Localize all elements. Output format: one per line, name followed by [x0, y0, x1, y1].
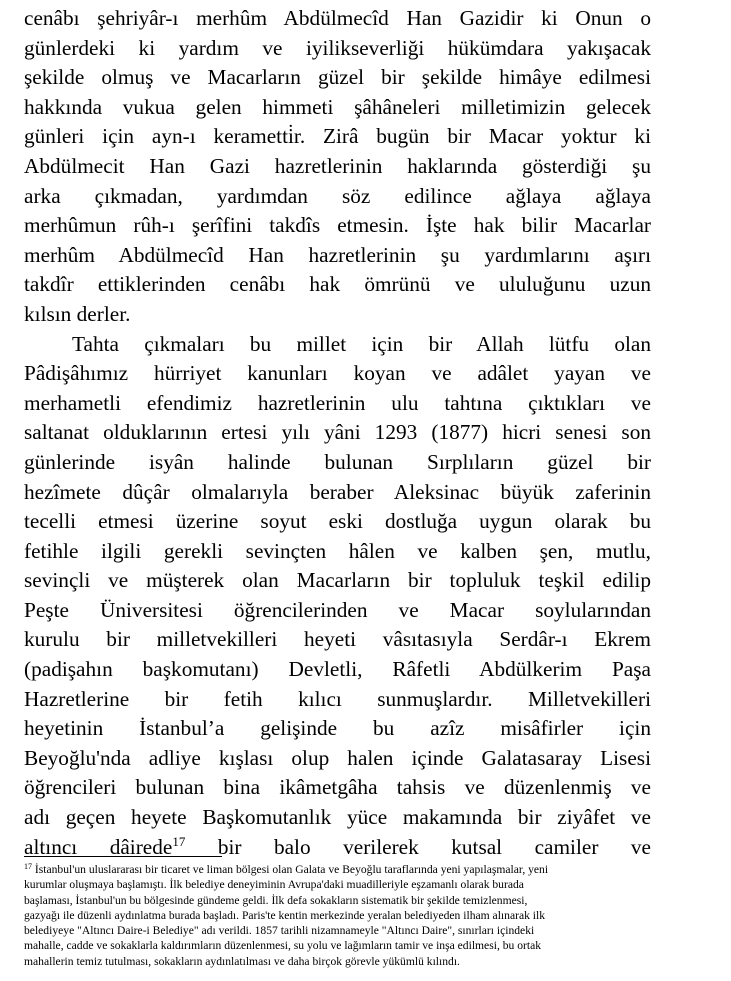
- text-segment: altıncı dâirede: [24, 834, 173, 859]
- text-line: hakkında vukua gelen himmeti şâhâneleri milletimizin gelecek: [24, 94, 651, 119]
- text-line: Hazretlerine bir fetih kılıcı sunmuşlardır. Milletvekilleri: [24, 686, 651, 711]
- text-line: günlerdeki ki yardım ve iyilikseverliği hükümdara yakışacak: [24, 35, 651, 60]
- text-line: tecelli etmesi üzerine soyut eski dostluğa uygun olarak bu: [24, 509, 651, 534]
- footnote-line: mahalle, cadde ve sokaklarla kaldırımların düzenlenmesi, su yolu ve lağımların tamir ve inşa edilmesi, bu ortak: [24, 939, 542, 953]
- text-line: Abdülmecit Han Gazi hazretlerinin haklarında gösterdiği şu: [24, 153, 651, 178]
- footnote-line: belediyeye "Altıncı Daire-i Belediye" adı verildi. 1857 tarihli nizamnameyle "Altıncı Daire", sınırları içindeki: [24, 924, 535, 938]
- text-line: fetihle ilgili gerekli sevinçten hâlen ve kalben şen, mutlu,: [24, 538, 651, 563]
- text-line: arka çıkmadan, yardımdan söz edilince ağlaya ağlaya: [24, 183, 651, 208]
- text-line: adı geçen heyete Başkomutanlık yüce makamında bir ziyâfet ve: [24, 805, 651, 830]
- footnote-line: mahallerin temiz tutulması, sokakların aydınlatılması ve daha birçok görevle yükümlü kılındı.: [24, 954, 460, 968]
- text-line-with-footnote-ref: [24, 833, 651, 863]
- text-line: takdîr ettiklerinden cenâbı hak ömrünü ve ululuğunu uzun: [24, 272, 651, 297]
- text-line: günleri için ayn-ı kerametti̇r. Zirâ bugün bir Macar yoktur ki: [24, 124, 651, 149]
- text-segment: bir balo verilerek kutsal camiler ve: [185, 834, 651, 859]
- text-line: Tahta çıkmaları bu millet için bir Allah lütfu olan: [72, 331, 651, 356]
- text-line: öğrencileri bulunan bina ikâmetgâha tahsis ve düzenlenmiş ve: [24, 775, 651, 800]
- footnote-line: [24, 862, 654, 877]
- text-line: hezîmete dûçâr olmalarıyla beraber Aleksinac büyük zaferinin: [24, 479, 651, 504]
- text-line: saltanat olduklarının ertesi yılı yâni 1293 (1877) hicri senesi son: [24, 420, 651, 445]
- footnote-line: gazyağı ile düzenli aydınlatma burada başladı. Paris'te kentin merkezinde yeralan belediyeden ilham alınarak ilk: [24, 908, 546, 922]
- footnote-separator: [24, 856, 222, 857]
- text-line: kılsın derler.: [24, 301, 131, 326]
- text-line: Peşte Üniversitesi öğrencilerinden ve Macar soylularından: [24, 597, 651, 622]
- text-line: merhûmun rûh-ı şerîfini takdîs etmesin. İşte hak bilir Macarlar: [24, 213, 651, 238]
- text-line: Pâdişâhımız hürriyet kanunları koyan ve adâlet yayan ve: [24, 361, 651, 386]
- text-line: cenâbı şehriyâr-ı merhûm Abdülmecîd Han Gazidir ki Onun o: [24, 6, 651, 30]
- footnote-reference[interactable]: 17: [172, 833, 186, 849]
- footnote-line: kurumlar oluşmaya başlamıştı. İlk belediye deneyiminin Avrupa'daki muadilleriyle eşzamanlı olarak burada: [24, 878, 524, 892]
- paragraph-1: [24, 4, 651, 330]
- text-line: şekilde olmuş ve Macarların güzel bir şekilde himâye edilmesi: [24, 65, 651, 90]
- text-line: Beyoğlu'nda adliye kışlası olup halen içinde Galatasaray Lisesi: [24, 745, 651, 770]
- footnote: [24, 862, 654, 969]
- text-line: merhûm Abdülmecîd Han hazretlerinin şu yardımlarını aşırı: [24, 242, 651, 267]
- text-line: merhametli efendimiz hazretlerinin ulu tahtına çıktıkları ve: [24, 390, 651, 415]
- text-line: heyetinin İstanbul’a gelişinde bu azîz misâfirler için: [24, 716, 651, 741]
- paragraph-2: [24, 330, 651, 863]
- footnote-text: İstanbul'un uluslararası bir ticaret ve liman bölgesi olan Galata ve Beyoğlu taraflarında yeni yapılaşmalar, yeni: [32, 863, 549, 876]
- text-line: günlerinde isyân halinde bulunan Sırplıların güzel bir: [24, 449, 651, 474]
- text-line: (padişahın başkomutanı) Devletli, Râfetli Abdülkerim Paşa: [24, 657, 651, 682]
- footnote-line: başlaması, İstanbul'un bu bölgesinde gündeme geldi. İlk defa sokakların sistematik bir şekilde temizlenmesi,: [24, 893, 528, 907]
- footnote-number: 17: [24, 862, 32, 871]
- page-body: [24, 4, 651, 862]
- text-line: sevinçli ve müşterek olan Macarların bir topluluk teşkil edilip: [24, 568, 651, 593]
- text-line: kurulu bir milletvekilleri heyeti vâsıtasıyla Serdâr-ı Ekrem: [24, 627, 651, 652]
